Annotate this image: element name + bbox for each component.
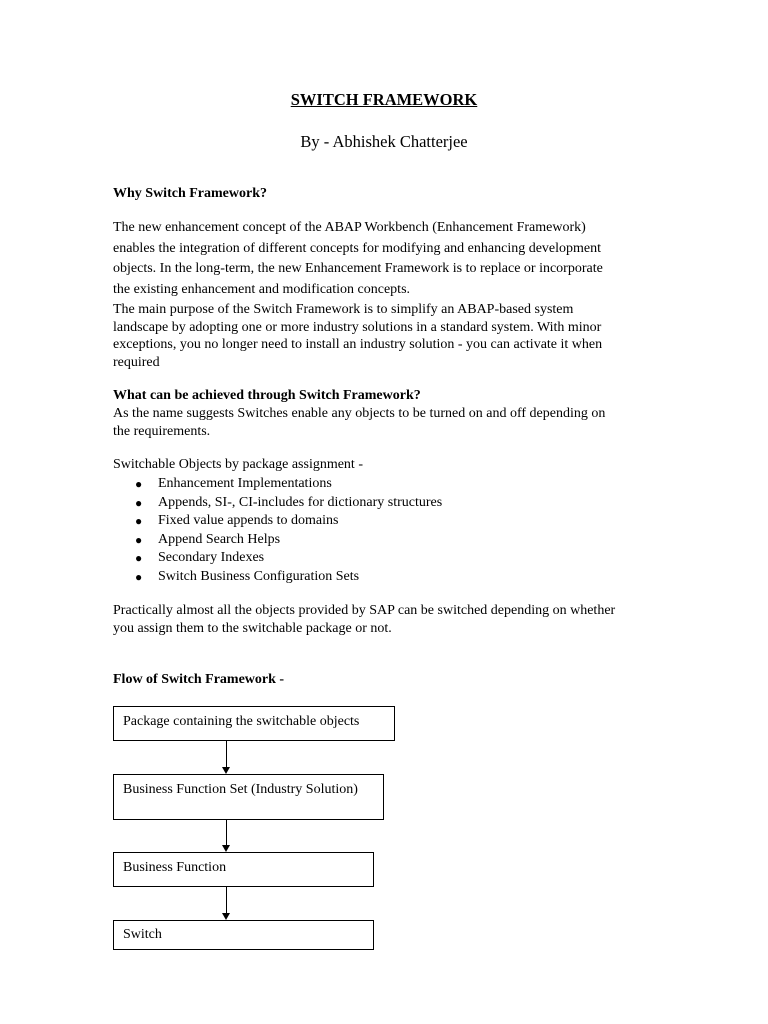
- list-item-label: Appends, SI-, CI-includes for dictionary structures: [158, 494, 443, 510]
- paragraph-main-purpose: [113, 301, 658, 371]
- list-item: [133, 531, 442, 550]
- paragraph-switches-enable: [113, 405, 658, 440]
- paragraph-line: As the name suggests Switches enable any objects to be turned on and off depending on: [113, 406, 606, 421]
- paragraph-line: the requirements.: [113, 423, 211, 439]
- list-item: [133, 494, 442, 513]
- flow-connector: [226, 741, 227, 769]
- paragraph-line: The main purpose of the Switch Framework is to simplify an ABAP-based system: [113, 302, 574, 317]
- switchable-objects-list: [133, 475, 442, 586]
- list-item: [133, 512, 442, 531]
- flow-connector: [226, 820, 227, 846]
- paragraph-line: objects. In the long-term, the new Enhancement Framework is to replace or incorporate: [113, 261, 603, 276]
- list-item-label: Secondary Indexes: [158, 550, 265, 565]
- arrow-down-icon: [222, 845, 230, 852]
- paragraph-line: enables the integration of different concepts for modifying and enhancing development: [113, 240, 602, 256]
- list-item-label: Fixed value appends to domains: [158, 513, 339, 528]
- arrow-down-icon: [222, 767, 230, 774]
- bullet-icon: ●: [135, 477, 143, 491]
- paragraph-line: you assign them to the switchable package or not.: [113, 620, 392, 636]
- bullet-icon: ●: [135, 569, 143, 584]
- flow-box-package: Package containing the switchable objects: [113, 706, 395, 741]
- list-item: [133, 549, 442, 568]
- arrow-down-icon: [222, 913, 230, 920]
- document-author: By - Abhishek Chatterjee: [300, 132, 468, 151]
- paragraph-line: The new enhancement concept of the ABAP Workbench (Enhancement Framework): [113, 220, 586, 235]
- list-item-label: Switch Business Configuration Sets: [158, 568, 360, 584]
- paragraph-line: required: [113, 354, 160, 370]
- list-item-label: Enhancement Implementations: [158, 476, 332, 491]
- list-item: [133, 568, 442, 587]
- heading-what-can-be-achieved: What can be achieved through Switch Framework?: [113, 388, 421, 403]
- flow-box-switch: Switch: [113, 920, 374, 950]
- paragraph-line: the existing enhancement and modification concepts.: [113, 281, 411, 297]
- bullet-icon: ●: [135, 495, 143, 510]
- list-item-label: Append Search Helps: [158, 531, 281, 547]
- bullet-icon: ●: [135, 551, 143, 565]
- flow-box-business-function: Business Function: [113, 852, 374, 887]
- paragraph-line: exceptions, you no longer need to install an industry solution - you can activate it when: [113, 337, 603, 352]
- heading-why-switch-framework: Why Switch Framework?: [113, 186, 267, 201]
- flow-connector: [226, 887, 227, 914]
- paragraph-line: Practically almost all the objects provided by SAP can be switched depending on whether: [113, 603, 616, 618]
- document-title: SWITCH FRAMEWORK: [290, 90, 478, 109]
- paragraph-practically-all-objects: [113, 602, 658, 637]
- flow-box-business-function-set: Business Function Set (Industry Solution): [113, 774, 384, 820]
- heading-flow-of-switch-framework: Flow of Switch Framework -: [113, 672, 285, 687]
- list-item: [133, 475, 442, 494]
- bullet-icon: ●: [135, 514, 143, 528]
- bullet-icon: ●: [135, 532, 143, 547]
- paragraph-enhancement-concept: [113, 218, 658, 300]
- paragraph-line: landscape by adopting one or more industry solutions in a standard system. With minor: [113, 319, 602, 335]
- list-intro: Switchable Objects by package assignment -: [113, 457, 363, 472]
